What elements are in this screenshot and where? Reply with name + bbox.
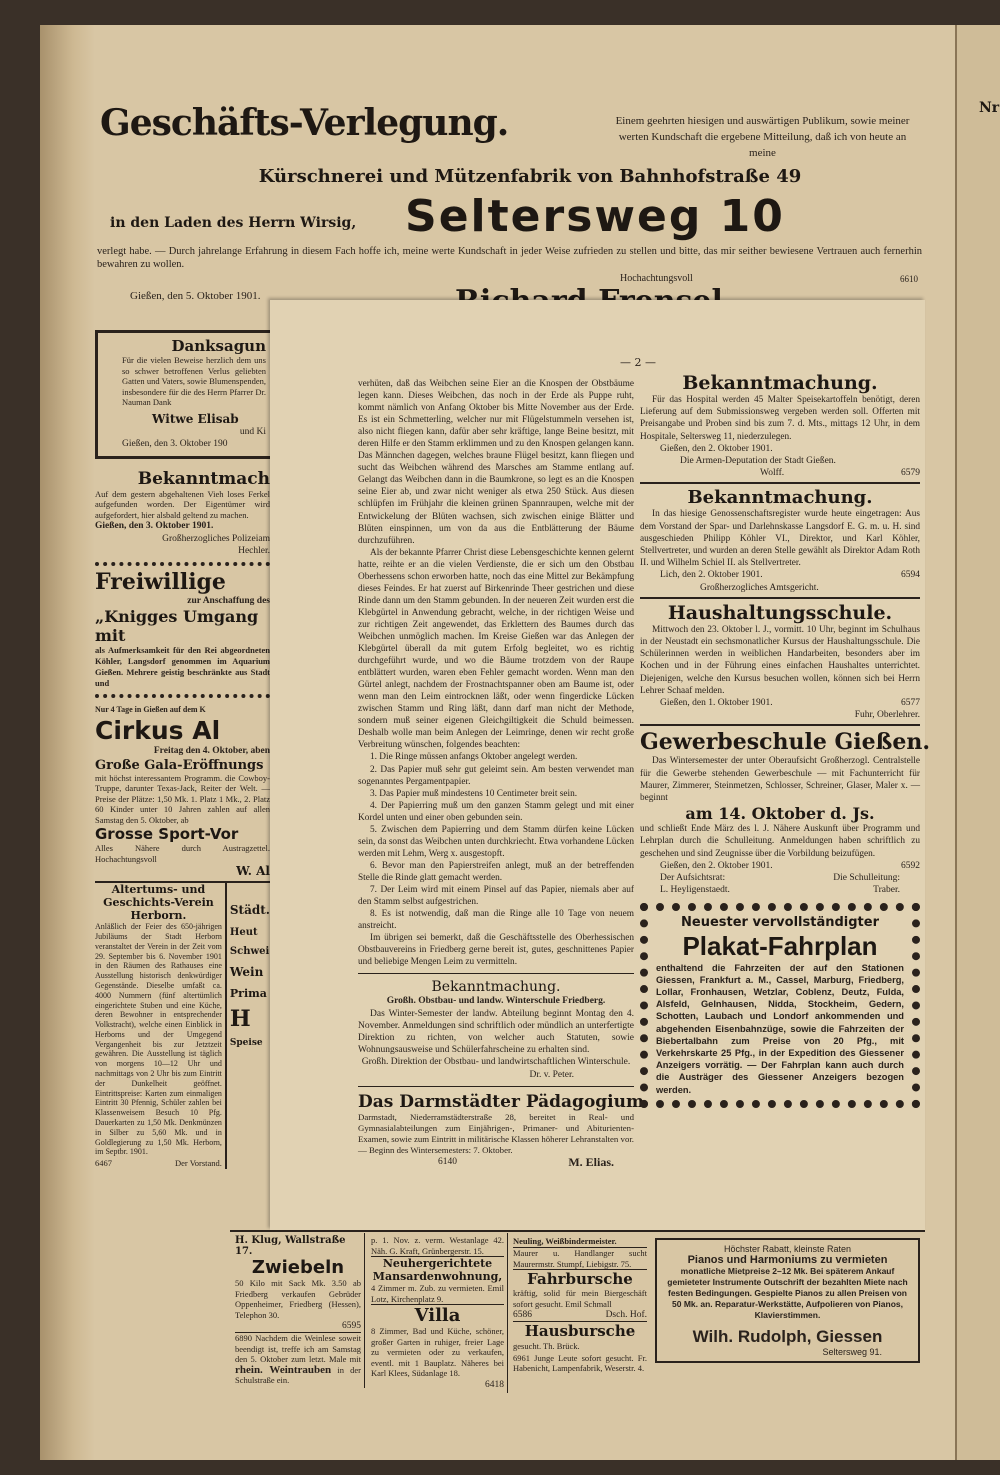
- winterschule-text: Das Winter-Semester der landw. Abteilung beginnt Montag den 4. November. Anmeldungen sind schriftlich oder mündlich an unterfertigte Direktion zu richten, von welcher auch Statuten, sowie Wohnungsausweise und Schülerfahrscheine zu erhalten sind.: [358, 1008, 634, 1056]
- gewerbeschule-start-date: am 14. Oktober d. Js.: [685, 804, 875, 824]
- gewerbeschule-sign-a: Der Aufsichtsrat:: [660, 873, 726, 884]
- verein-number: 6467: [95, 1158, 112, 1169]
- piano-address: Seltersweg 91.: [822, 1347, 882, 1357]
- piano-firm: Wilh. Rudolph, Giessen: [692, 1327, 883, 1346]
- article-paragraph: Im übrigen sei bemerkt, daß die Geschäftsstelle des Oberhessischen Obstbauvereins in Friedberg gerne bereit ist, gutes, geschnittenes Papier und beliebige Mengen Leim zu vermitteln.: [358, 933, 634, 968]
- hospital-notice-name: Wolff.: [760, 468, 785, 479]
- piano-ad: [655, 1238, 920, 1363]
- knigge-title: „Knigges Umgang mit: [95, 607, 259, 646]
- page-number: — 2 —: [620, 356, 656, 369]
- klug-ad: H. Klug, Wallstraße 17.: [235, 1235, 346, 1257]
- top-ad-line2: Kürschnerei und Mützenfabrik von Bahnhofstraße 49: [258, 166, 802, 187]
- next-page-header: Nr: [979, 100, 1000, 116]
- bekanntmachung-date: Gießen, den 3. Oktober 1901.: [95, 521, 214, 532]
- winterschule-subtitle: Großh. Obstbau- und landw. Winterschule Friedberg.: [386, 996, 606, 1007]
- junge-leute-text: Junge Leute sofort gesucht. Fr. Habenicht, Lampenfabrik, Weserstr. 4.: [513, 1352, 647, 1374]
- article-paragraph: Als der bekannte Pfarrer Christ diese Lebensgeschichte kennen gelernt hatte, reihte er an die vielen Verdienste, die er sich um den Obstbau Oberhessens schon erworben hatte, noch das eine Mittel zur Bekämpfung dieses Feindes. Er hat zuerst auf Birkenrinde Theer gestrichen und diese Rinde dann um den Stamm gebunden. In der neueren Zeit wurden erst die Klebgürtel in Anwendung gebracht, welche, in der richtigen Weise und zur richtigen Zeit angewendet, das Erklettern des Baumes durch das Weibchen unmöglich machen. Im Kreise Gießen war das Anlegen der Klebgürtel überall da mit gutem Erfolg begleitet, wo es richtig durchgeführt wurde, und wo die Bäume trotzdem von der Raupe entblättert wurden, waren eben Fehler gemacht worden. Wenn man den Gürtel anlegt, nachdem der Frostnachtspanner oben am Baume ist, oder wenn man den Leim eintrocknen läßt, oder wenn fingerdicke Lücken zwischen Stamm und Ring läßt, dann darf man nicht der Methode, sondern muß seiner eigenen Gleichgiltigkeit die Schuld beimessen. Deshalb wolle man beim Anlegen der Leimringe, denen wir recht große Verbreitung wünschen, folgendes beachten:: [358, 547, 634, 751]
- fragment-text: Schwei: [229, 946, 270, 958]
- freiwillige-text: als Aufmerksamkeit für den Rei abgeordneten Köhler, Langsdorf genommen im Aquarium Gießen. Mehrere geistig beschränkte aus Stadt und: [95, 645, 270, 689]
- center-column: [358, 378, 644, 1169]
- fragment-text: Städt.: [229, 903, 270, 918]
- haushaltungsschule-date: Gießen, den 1. Oktober 1901.: [660, 698, 773, 709]
- article-paragraph: 4. Der Papierring muß um den ganzen Stamm gelegt und mit einer Kordel unten und einer oben gebunden sein.: [358, 800, 634, 823]
- fragment-column: [227, 883, 270, 1169]
- hospital-notice-text: Für das Hospital werden 45 Malter Speisekartoffeln benötigt, deren Lieferung auf dem Submissionsweg vergeben werden soll. Offerten mit Preisangabe und Proben sind bis zum 7. d. Mts., mittags 12 Uhr, in dem Hospitale, Seltersweg 11, niederzulegen.: [640, 395, 920, 442]
- article-paragraph: 2. Das Papier muß sehr gut geleimt sein. Am besten verwendet man sogenanntes Pergamentpapier.: [358, 764, 634, 787]
- next-page-edge: [955, 25, 1000, 1460]
- fahrbursche-number: 6586: [513, 1310, 532, 1321]
- haushaltungsschule-number: 6577: [901, 698, 920, 709]
- register-notice-number: 6594: [901, 570, 920, 581]
- divider: [358, 1086, 634, 1087]
- freiwillige-sub: zur Anschaffung des: [187, 596, 270, 607]
- hospital-notice-date: Gießen, den 2. Oktober 1901.: [660, 443, 773, 454]
- wohnung-text: p. 1. Nov. z. verm. Westanlage 42. Näh. G. Kraft, Grünbergerstr. 15.: [371, 1235, 504, 1256]
- paedagogium-number: 6140: [438, 1156, 457, 1167]
- piano-text: monatliche Mietpreise 2–12 Mk. Bei späterem Ankauf gemieteter Instrumente Outschrift der bezahlten Miete nach festen Bedingungen. Gespielte Pianos zu allen Preisen von 50 Mk. an. Reparatur-Werkstätte, Aufpolieren von Pianos, Klavierstimmen.: [667, 1266, 908, 1320]
- stellen-ads: [510, 1233, 650, 1376]
- sport-signature: W. Al: [236, 864, 270, 879]
- piano-top: Höchster Rabatt, kleinste Raten: [723, 1244, 852, 1254]
- article-paragraph: 7. Der Leim wird mit einem Pinsel auf das Papier, niemals aber auf den Stamm selbst aufgestrichen.: [358, 884, 634, 908]
- piano-title: Pianos und Harmoniums zu vermieten: [687, 1254, 888, 1266]
- mansarde-text: 4 Zimmer m. Zub. zu vermieten. Emil Lotz, Kirchenplatz 9.: [371, 1283, 504, 1304]
- gewerbeschule-text2: und schließt Ende März des l. J. Nähere Auskunft über Programm und Lehrplan durch die Schulleitung. Anmeldungen haben schriftlich zu geschehen und sind Zeugnisse über die Vorbildung beizufügen.: [640, 824, 920, 859]
- register-notice-title: Bekanntmachung.: [687, 487, 873, 509]
- zwiebeln-ad: [232, 1233, 365, 1388]
- cirkus-title: Cirkus Al: [95, 716, 221, 746]
- hausbursche-text: gesucht. Th. Brück.: [513, 1341, 580, 1352]
- gewerbeschule-text: Das Wintersemester der unter Oberaufsicht Großherzogl. Centralstelle für die Gewerbe stehenden Gewerbeschule — mit Fachunterricht für Maurer, Zimmerer, Steinmetzen, Schlosser, Schreiner, Glaser, Maler x. — beginnt: [640, 756, 920, 804]
- register-notice-sign: Großherzogliches Amtsgericht.: [700, 582, 819, 593]
- danksagung-signature: Witwe Elisab: [152, 411, 239, 426]
- paedagogium-signature: M. Elias.: [568, 1154, 614, 1169]
- gewerbeschule-sign-b: Die Schulleitung:: [833, 873, 900, 884]
- top-ad-body: verlegt habe. — Durch jahrelange Erfahrung in diesem Fach hoffe ich, meine werte Kundschaft in jeder Weise zufrieden zu stellen und bitte, das mir seither bewiesene Vertrauen auch fernerhin bewahren zu wollen.: [97, 246, 922, 270]
- top-ad-line3: in den Laden des Herrn Wirsig,: [110, 215, 357, 231]
- zwiebeln-title: Zwiebeln: [251, 1257, 345, 1278]
- article-paragraph: 1. Die Ringe müssen anfangs Oktober angelegt werden.: [370, 752, 578, 763]
- fragment-text: Wein: [229, 965, 264, 980]
- freiwillige-title: Freiwillige: [95, 569, 226, 596]
- top-ad-address: Seltersweg 10: [405, 191, 785, 242]
- gewerbeschule-number: 6592: [901, 860, 920, 871]
- haushaltungsschule-sign: Fuhr, Oberlehrer.: [854, 710, 920, 721]
- top-ad-signature: [455, 287, 723, 300]
- villa-text: 8 Zimmer, Bad und Küche, schöner, großer Garten in ruhiger, freier Lage zu vermieten oder zu verkaufen, eventl. mit 1 Bauplatz. Näheres bei Karl Klees, Südanlage 18.: [371, 1326, 504, 1378]
- wein-end: in der Schulstraße ein.: [235, 1364, 361, 1386]
- neuling-text: Neuling, Weißbindermeister.: [513, 1236, 617, 1246]
- winterschule-name: Dr. v. Peter.: [529, 1069, 574, 1080]
- paedagogium-ad: [358, 1091, 644, 1169]
- verein-title: Altertums- und Geschichts-Verein Herborn.: [103, 883, 214, 923]
- gewerbeschule-name-a: L. Heyligenstaedt.: [660, 885, 730, 896]
- fragment-text: Speise: [229, 1038, 263, 1049]
- paedagogium-text: Darmstadt, Niederramstädterstraße 28, bereitet in Real- und Gymnasialabteilungen zum Einjährigen-, Primaner- und Abiturienten-Examen, sowie zum Eintritt in militärische Klassen höherer Lehranstalten vor. — Beginn des Wintersemesters: 7. Oktober.: [358, 1111, 634, 1155]
- gewerbeschule-date: Gießen, den 2. Oktober 1901.: [660, 860, 773, 871]
- fahrbursche-address: Dsch. Hof.: [605, 1310, 647, 1321]
- fahrbursche-text: kräftig, solid für mein Biergeschäft sofort gesucht. Emil Schmall: [513, 1288, 647, 1309]
- divider: [230, 1230, 925, 1232]
- danksagung-date: Gießen, den 3. Oktober 190: [122, 438, 228, 449]
- winterschule-sign: Großh. Direktion der Obstbau- und landwirtschaftlichen Winterschule.: [361, 1057, 631, 1068]
- bekanntmachung-title: Bekanntmach: [137, 468, 270, 489]
- cirkus-text: mit höchst interessantem Programm. die Cowboy-Truppe, darunter Texas-Jack, Reiter der Welt. — Preise der Plätze: 1,50 Mk. 1. Platz 1 Mk., 2. Platz 60 Kinder unter 10 Jahren zahlen auf allen Samstag den 5. Oktober, ab: [95, 772, 270, 825]
- verein-ad: [95, 883, 227, 1169]
- fragment-text: Heut: [229, 927, 258, 939]
- hospital-notice-number: 6579: [901, 468, 920, 479]
- fragment-text: Prima: [229, 987, 267, 1001]
- fahrbursche-title: Fahrbursche: [513, 1269, 647, 1288]
- article-paragraph: 8. Es ist notwendig, daß man die Ringe alle 10 Tage von neuem anstreicht.: [358, 909, 634, 932]
- wohnung-ads: [368, 1233, 508, 1393]
- left-column: [95, 330, 270, 1169]
- verein-text: Anläßlich der Feier des 650-jährigen Jubiläums der Stadt Herborn veranstaltet der Verein in der Zeit vom 29. September bis 6. November 1901 in den Räumen des Rathauses eine Ausstellung historisch denkwürdiger Gegenstände. Dieselbe umfaßt ca. 4000 Nummern (fünf altertümlich eingerichtete Stuben und eine Küche, deren Bewohner in entsprechender Volkstracht), welche einen Einblick in Herborns und der Umgegend Vergangenheit bis zur Jetztzeit gewähren. Die Ausstellung ist täglich von morgens 10—12 Uhr und nachmittags von 2 Uhr bis zum Eintritt der Dunkelheit geöffnet. Eintrittspreise: Karten zum einmaligen Eintritt 30 Pfennig, Schüler zahlen bei Klassenweisem Besuch 10 Pfg. Dauerkarten zu 1,50 Mk. Denkmünzen in Silber zu 5,60 Mk. und in Goldlegierung zu 1,50 Mk. Herborn, im Septbr. 1901.: [95, 922, 222, 1157]
- haushaltungsschule-title: Haushaltungsschule.: [667, 601, 893, 624]
- divider: [358, 973, 634, 974]
- article-paragraph: 3. Das Papier muß mindestens 10 Centimeter breit sein.: [370, 788, 578, 799]
- fragment-text: H: [229, 1006, 251, 1033]
- danksagung-signature2: und Ki: [239, 426, 266, 437]
- cirkus-date: Freitag den 4. Oktober, aben: [153, 746, 270, 757]
- page-edge: [40, 25, 95, 1460]
- haushaltungsschule-text: Mittwoch den 23. Oktober l. J., vormitt. 10 Uhr, beginnt im Schulhaus in der Neustadt ein sechsmonatlicher Kursus der Haushaltungsschule. Die Schülerinnen werden in weiblichen Handarbeiten, besonders aber im Kochen und in der Führung eines einfachen Haushaltes unterrichtet. Diejenigen, welche den Kursus besuchen wollen, können sich bei Herrn Lehrer Schaaf melden.: [640, 624, 920, 696]
- junge-leute-number: 6961: [513, 1352, 530, 1363]
- fahrplan-ad: [640, 903, 920, 1108]
- wein-title: rhein. Weintrauben: [235, 1363, 332, 1376]
- obstbau-article: [358, 378, 634, 968]
- gewerbeschule-title: Gewerbeschule Gießen.: [640, 729, 930, 756]
- top-ad-intro: Einem geehrten hiesigen und auswärtigen Publikum, sowie meiner werten Kundschaft die ergebene Mitteilung, daß ich von heute an meine: [615, 115, 910, 159]
- zwiebeln-number: 6595: [342, 1321, 361, 1331]
- wein-number: 6890: [235, 1333, 252, 1344]
- cirkus-pretitle: Nur 4 Tage in Gießen auf dem K: [95, 705, 206, 715]
- sport-title: Grosse Sport-Vor: [95, 825, 239, 844]
- cirkus-gala: Große Gala-Eröffnungs: [95, 757, 264, 773]
- right-column: [640, 372, 930, 1108]
- fahrplan-subtitle: Neuester vervollständigter: [681, 914, 879, 930]
- paedagogium-title: Das Darmstädter Pädagogium: [358, 1091, 644, 1112]
- article-paragraph: 5. Zwischen dem Papierring und dem Stamm dürfen keine Lücken sein, da sonst das Weibchen unten durchkriecht. Etwa vorhandene Lücken werden mit Lehm, Werg x. ausgestopft.: [358, 824, 634, 859]
- register-notice-date: Lich, den 2. Oktober 1901.: [660, 570, 763, 581]
- top-ad-number: 6610: [900, 274, 918, 284]
- gewerbeschule-name-b: Traber.: [873, 885, 900, 896]
- hausbursche-title: Hausbursche: [513, 1321, 647, 1340]
- fahrplan-text: enthaltend die Fahrzeiten der auf den Stationen Giessen, Frankfurt a. M., Cassel, Marburg, Friedberg, Lollar, Fronhausen, Wetzlar, Coblenz, Deutz, Fulda, Alsfeld, Gelnhausen, Nidda, Stockheim, Gedern, Schotten, Laubach und Londorf ankommenden und abgehenden Eisenbahnzüge, sowie die Fahrzeiten der Biebertalbahn zum Preise von 20 Pfg., mit Verkehrskarte 25 Pfg., in der Expedition des Giessener Anzeigers vorrätig. — Der Fahrplan kann auch durch die Austräger des Giessener Anzeigers bezogen werden.: [656, 962, 904, 1095]
- maurer-text: Maurer u. Handlanger sucht Maurermstr. Stumpf, Liebigstr. 75.: [513, 1248, 647, 1269]
- verein-signature: Der Vorstand.: [174, 1158, 222, 1169]
- sport-text: Alles Nähere durch Austragzettel. Hochachtungsvoll: [95, 843, 270, 864]
- wein-text: Nachdem die Weinlese soweit beendigt ist, treffe ich am Samstag den 5. Oktober zum letzt. Male mit: [235, 1333, 361, 1365]
- villa-title: Villa: [371, 1304, 504, 1326]
- hospital-notice-sign: Die Armen-Deputation der Stadt Gießen.: [680, 456, 836, 467]
- top-ad-closing: Hochachtungsvoll: [620, 273, 693, 284]
- fahrplan-title: Plakat-Fahrplan: [682, 930, 878, 961]
- winterschule-notice: [358, 979, 634, 1080]
- freiwillige-ad: [95, 562, 270, 689]
- top-ad-title: Geschäfts-Verlegung.: [100, 102, 509, 144]
- winterschule-title: Bekanntmachung.: [431, 979, 561, 996]
- hospital-notice-title: Bekanntmachung.: [682, 372, 878, 394]
- article-paragraph: verhüten, daß das Weibchen seine Eier an die Knospen der Obstbäume legen kann. Dieses Weibchen, das noch in der Erde als Puppe ruht, kommt nämlich von Anfang Oktober bis Mitte November aus der Erde. Es ist ein Schmetterling, welcher nur mit Flügelstummeln versehen ist, also nicht fliegen kann, dafür aber sehr kräftige, lange Beine besitzt, mit deren Hilfe er den Stamm erklimmen und zu den Knospen gelangen kann. Das Männchen dagegen, welches braune Flügel besitzt, kann fliegen und sucht das Weibchen während des Marsches am Stamme entlang auf. Gelangt das Weibchen dann in die Baumkrone, so legt es an die Knospen seine Eier ab, und zwar nicht weniger als etwa 250 Stück. Aus diesen schlüpfen im Frühjahr die kleinen grünen Spannraupen, welche mit der Entwickelung der Blüten wachsen, sich zwischen einige Blätter und Blüten einspinnen, um von da aus die Entblätterung der Bäume durchzuführen.: [358, 379, 634, 546]
- zwiebeln-text: 50 Kilo mit Sack Mk. 3.50 ab Friedberg verkaufen Gebrüder Oppenheimer, Friedberg (Hessen), Telephon 30.: [235, 1278, 361, 1320]
- danksagung-title: Danksagun: [171, 337, 266, 355]
- article-paragraph: 6. Bevor man den Papierstreifen anlegt, muß an der betreffenden Stelle die Rinde glatt gemacht werden.: [358, 860, 634, 883]
- mansarde-title: Neuhergerichtete Mansardenwohnung,: [372, 1257, 503, 1283]
- danksagung-ad: [95, 330, 270, 459]
- register-notice-text: In das hiesige Genossenschaftsregister wurde heute eingetragen: Aus dem Vorstand der Spar- und Darlehnskasse Langsdorf E. G. m. u. H. sind ausgeschieden Philipp Köhler VI., Direktor, und Karl Köhler, Stellvertreter, und wurden an deren Stelle gewählt als Direktor Adam Roth II. und Wilhelm Schiel II. als Stellvertreter.: [640, 509, 920, 569]
- villa-number: 6418: [485, 1379, 504, 1390]
- bekanntmachung-text: Auf dem gestern abgehaltenen Vieh loses Ferkel aufgefunden worden. Der Eigentümer wird aufgefordert, hier alsbald geltend zu machen.: [95, 488, 270, 520]
- bekanntmachung-name: Hechler.: [238, 545, 270, 556]
- bekanntmachung-sign: Großherzogliches Polizeiam: [162, 533, 270, 544]
- danksagung-text: Für die vielen Beweise herzlich dem uns so schwer betroffenen Verlus geliebten Gatten und Vaters, sowie Blumenspenden, insbesondere für die des Herrn Pfarrer Dr. Nauman Dank: [122, 355, 266, 407]
- top-ad-date: Gießen, den 5. Oktober 1901.: [130, 290, 261, 302]
